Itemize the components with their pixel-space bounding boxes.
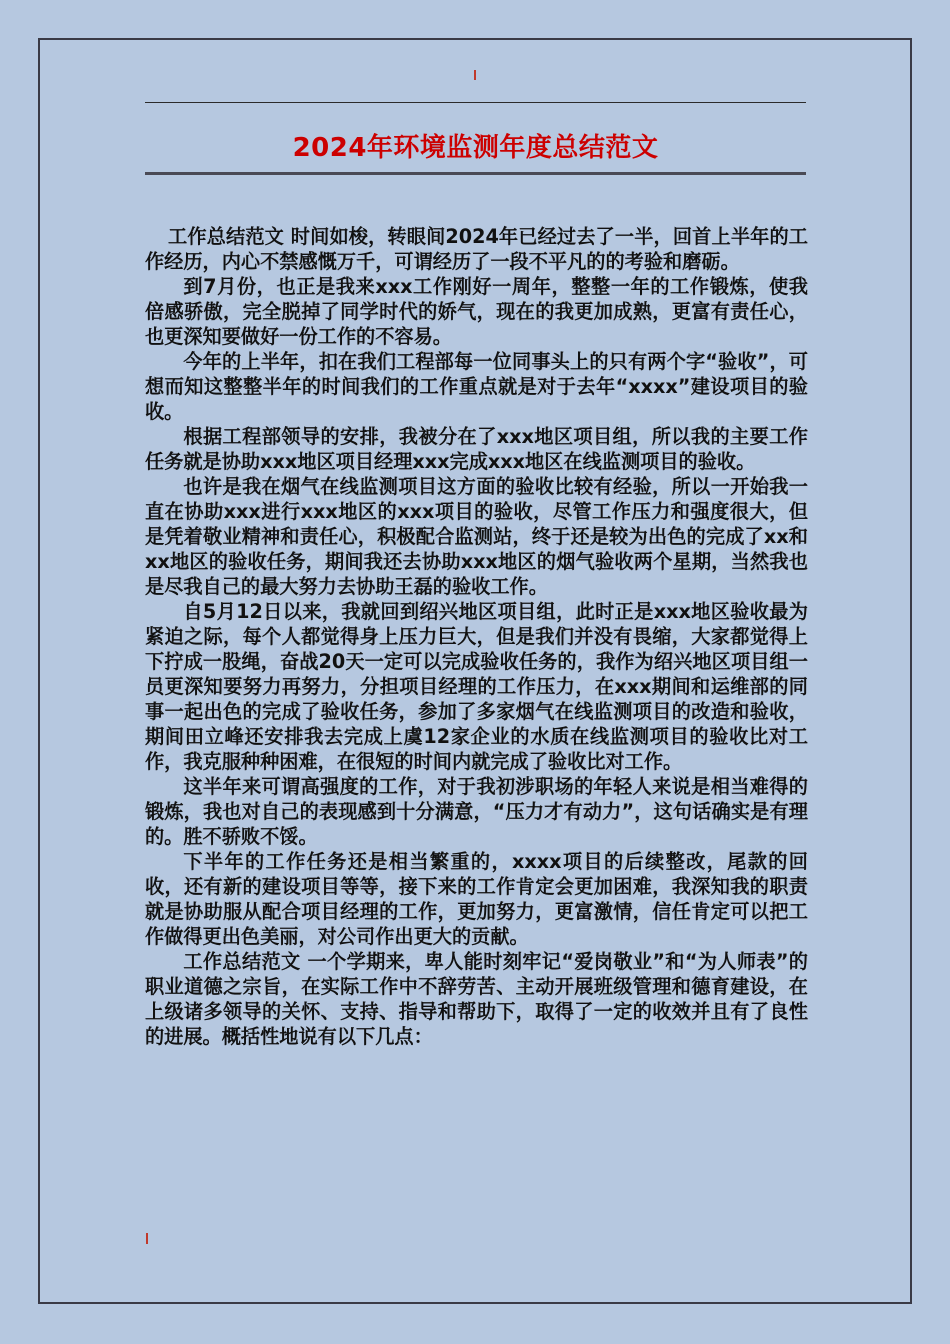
paragraph-1: 工作总结范文 时间如梭，转眼间2024年已经过去了一半，回首上半年的工作经历，内心不禁感慨万千，可谓经历了一段不平凡的的考验和磨砺。 <box>145 225 808 273</box>
paragraph-7: 这半年来可谓高强度的工作，对于我初涉职场的年轻人来说是相当难得的锻炼，我也对自己的表现感到十分满意，“压力才有动力”，这句话确实是有理的。胜不骄败不馁。 <box>145 775 808 848</box>
header-cursor-mark <box>474 70 476 80</box>
document-title: 2024年环境监测年度总结范文 <box>292 133 659 163</box>
paragraph-6: 自5月12日以来，我就回到绍兴地区项目组，此时正是xxx地区验收最为紧迫之际，每个人都觉得身上压力巨大，但是我们并没有畏缩，大家都觉得上下拧成一股绳，奋战20天一定可以完成验收任务的，我作为绍兴地区项目组一员更深知要努力再努力，分担项目经理的工作压力，在xxx期间和运维部的同事一起出色的完成了验收任务，参加了多家烟气在线监测项目的改造和验收，期间田立峰还安排我去完成上虞12家企业的水质在线监测项目的验收比对工作，我克服种种困难，在很短的时间内就完成了验收比对工作。 <box>145 600 808 773</box>
paragraph-4: 根据工程部领导的安排，我被分在了xxx地区项目组，所以我的主要工作任务就是协助xxx地区项目经理xxx完成xxx地区在线监测项目的验收。 <box>145 425 808 473</box>
document-body <box>145 224 808 1049</box>
paragraph-9: 工作总结范文 一个学期来，卑人能时刻牢记“爱岗敬业”和“为人师表”的职业道德之宗旨，在实际工作中不辞劳苦、主动开展班级管理和德育建设，在上级诸多领导的关怀、支持、指导和帮助下，取得了一定的收效并且有了良性的进展。概括性地说有以下几点： <box>145 950 808 1048</box>
paragraph-8: 下半年的工作任务还是相当繁重的，xxxx项目的后续整改，尾款的回收，还有新的建设项目等等，接下来的工作肯定会更加困难，我深知我的职责就是协助服从配合项目经理的工作，更加努力，更富激情，信任肯定可以把工作做得更出色美丽，对公司作出更大的贡献。 <box>145 850 808 948</box>
paragraph-2: 到7月份，也正是我来xxx工作刚好一周年，整整一年的工作锻炼，使我倍感骄傲，完全脱掉了同学时代的娇气，现在的我更加成熟，更富有责任心，也更深知要做好一份工作的不容易。 <box>145 275 808 348</box>
paragraph-5: 也许是我在烟气在线监测项目这方面的验收比较有经验，所以一开始我一直在协助xxx进行xxx地区的xxx项目的验收，尽管工作压力和强度很大，但是凭着敬业精神和责任心，积极配合监测站，终于还是较为出色的完成了xx和xx地区的验收任务，期间我还去协助xxx地区的烟气验收两个星期，当然我也是尽我自己的最大努力去协助王磊的验收工作。 <box>145 475 808 598</box>
title-underline <box>145 172 806 175</box>
paragraph-3: 今年的上半年，扣在我们工程部每一位同事头上的只有两个字“验收”，可想而知这整整半年的时间我们的工作重点就是对于去年“xxxx”建设项目的验收。 <box>145 350 808 423</box>
header-rule <box>145 102 806 103</box>
footer-cursor-mark <box>146 1233 148 1244</box>
